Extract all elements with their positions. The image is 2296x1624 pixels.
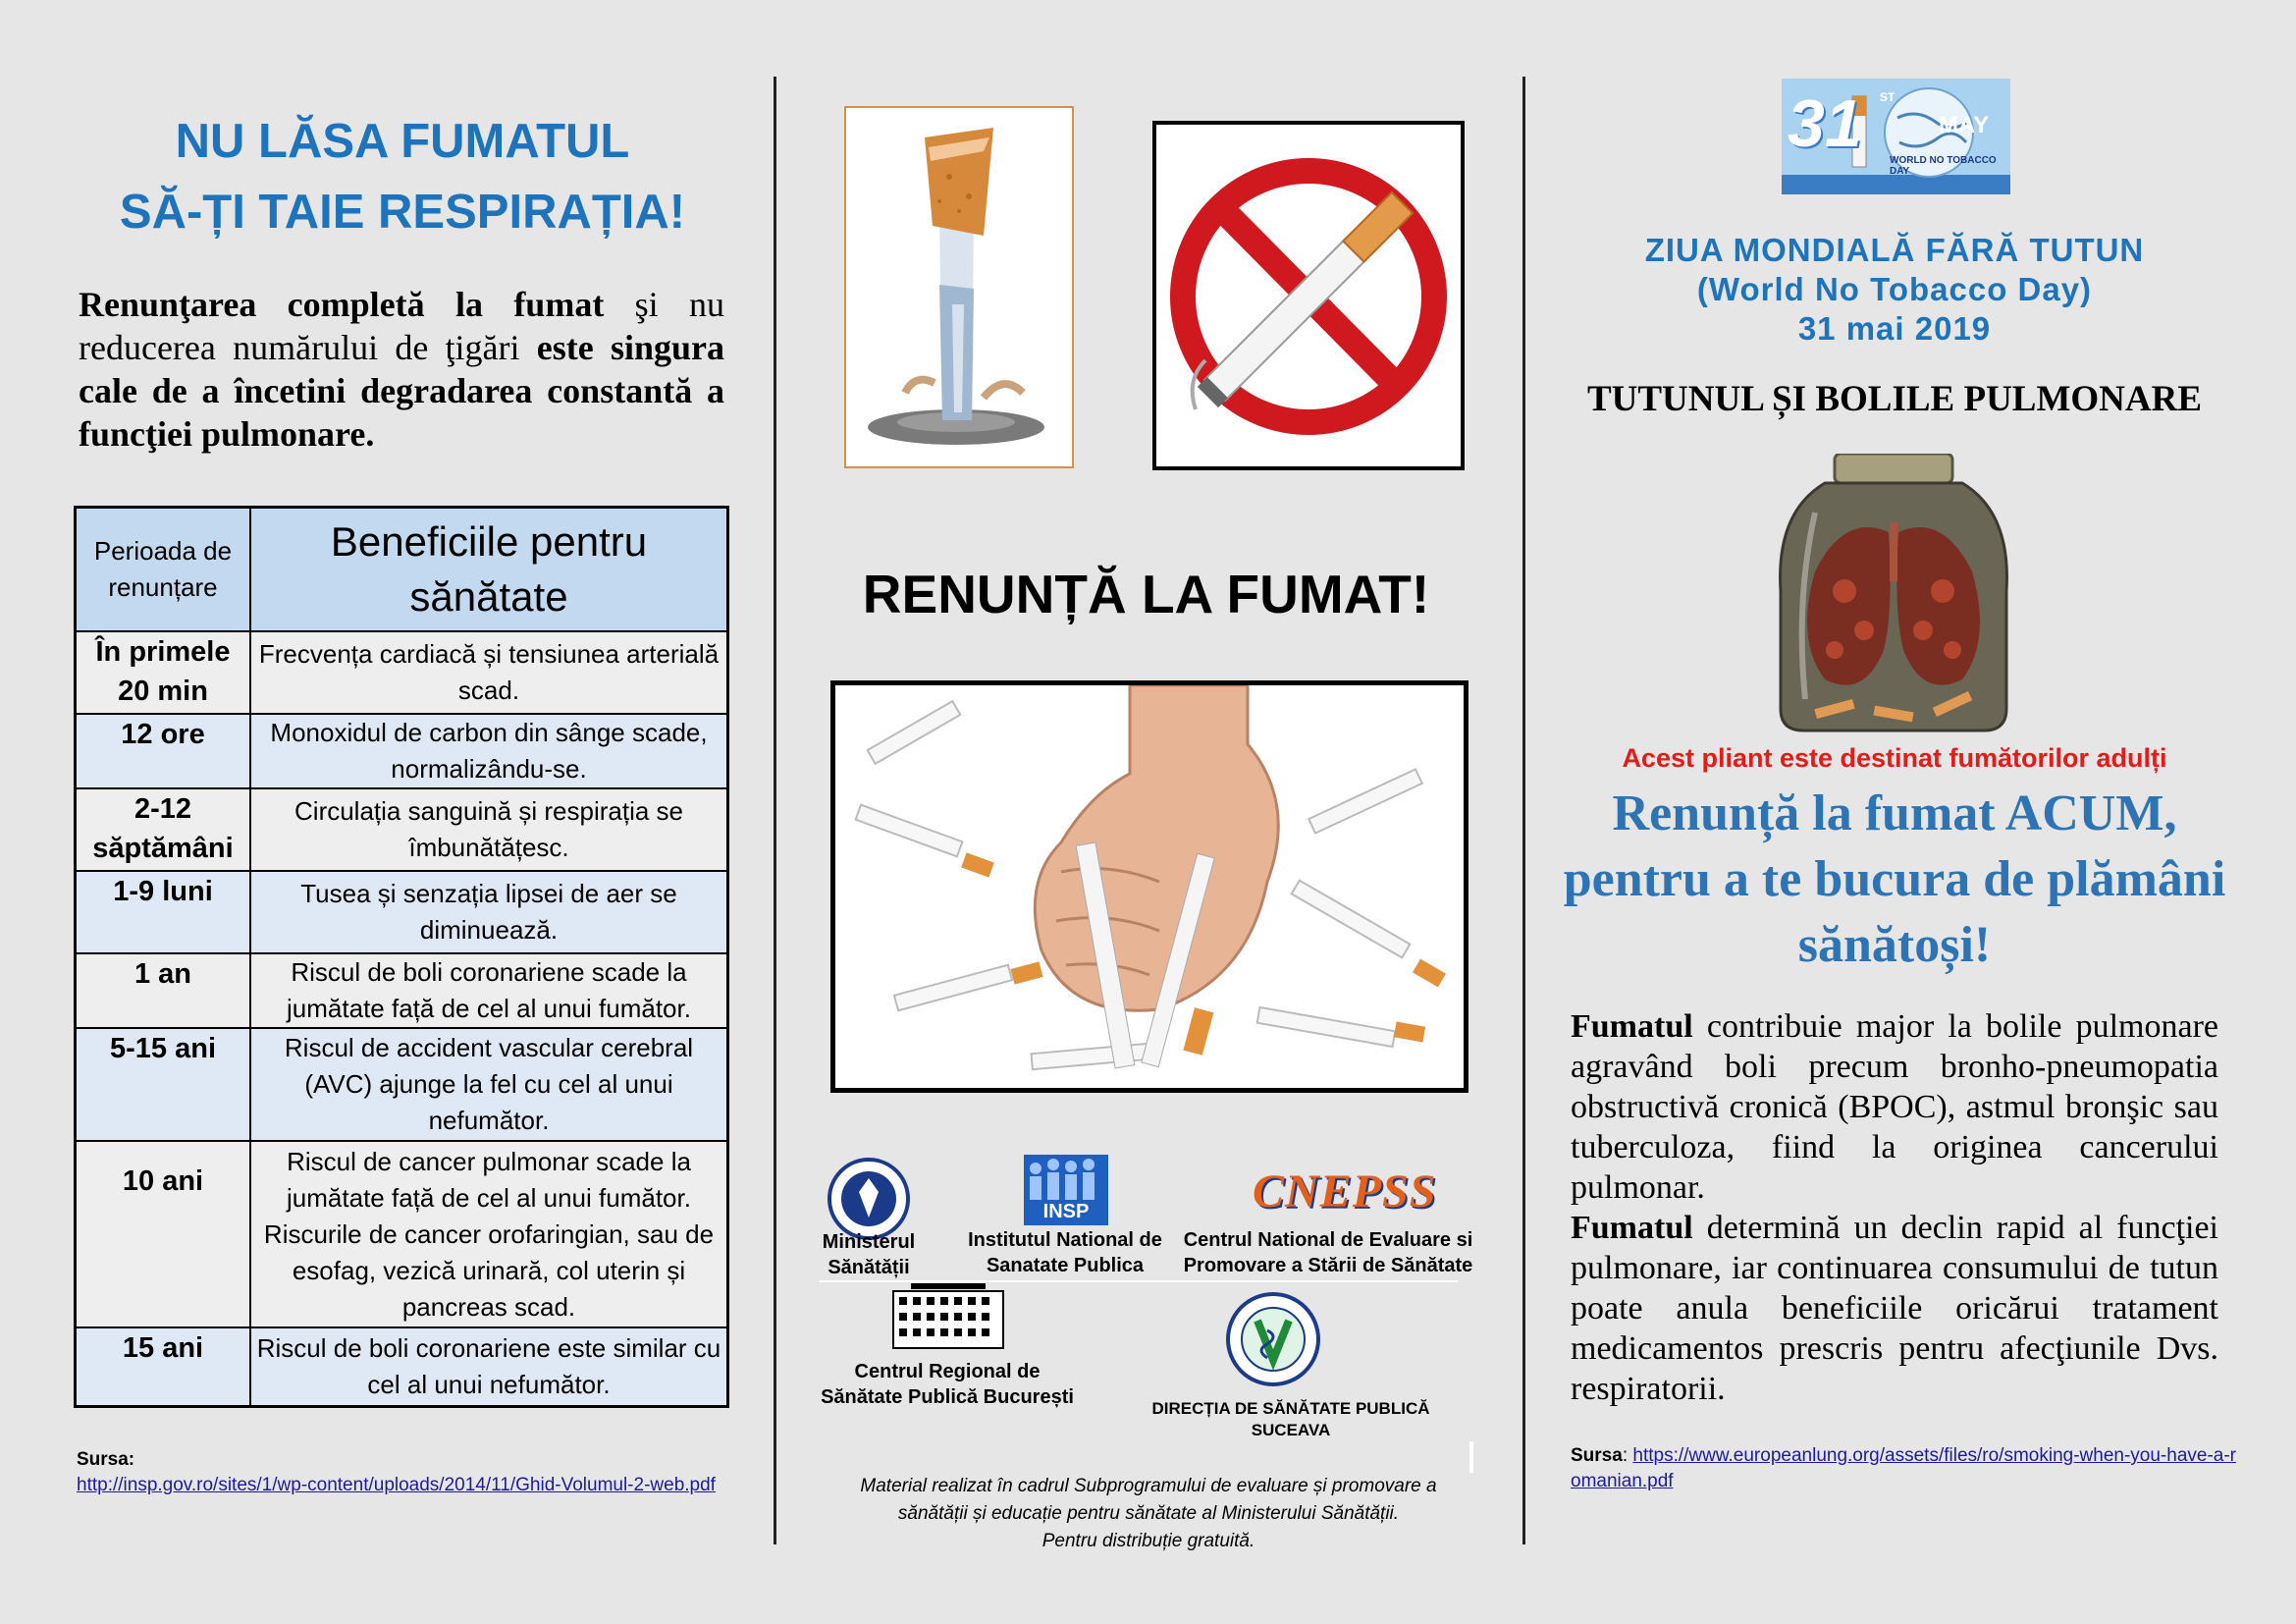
table-row [76, 1327, 728, 1406]
tiny-mark [1469, 1441, 1473, 1473]
insp-logo-text: INSP [1042, 1201, 1090, 1222]
cnepss-logo-text: CNEPSS [1253, 1165, 1437, 1218]
dsp-logo [1223, 1291, 1323, 1387]
middle-footer [815, 1473, 1482, 1555]
no-smoking-icon [1156, 125, 1461, 466]
world-day-heading [1561, 231, 2228, 349]
right-subtitle: TUTUNUL ȘI BOLILE PULMONARE [1586, 379, 2203, 419]
insp-caption: Institutul National de Sanatate Publica [968, 1229, 1162, 1276]
paragraph-1 [1571, 1006, 2218, 1208]
row-benefit: Riscul de boli coronariene scade la jumătate față de cel al unui fumător. [250, 953, 728, 1028]
world-no-tobacco-day-badge [1782, 79, 2010, 194]
cnepss-caption: Centrul National de Evaluare si Promovare a Stării de Sănătate [1183, 1229, 1473, 1276]
divider-left [774, 77, 776, 1544]
right-body [1571, 1006, 2218, 1409]
table-row [76, 788, 728, 871]
row-benefit: Circulația sanguină și respirația se îmbunătățesc. [250, 788, 728, 871]
row-period: 12 ore [76, 714, 251, 788]
building-icon [891, 1281, 1005, 1350]
intro-text-1: şi nu reducerea numărului de ţigări [79, 285, 725, 367]
footer-line2: sănătății și educație pentru sănătate al Ministerului Sănătății. [897, 1503, 1400, 1524]
benefits-table [74, 506, 729, 1408]
left-title-line2: SĂ-ȚI TAIE RESPIRAȚIA! [119, 186, 686, 239]
left-source [77, 1447, 744, 1498]
slogan: Renunță la fumat ACUM, pentru a te bucura de plămâni sănătoși! [1563, 785, 2226, 973]
footer-line3: Pentru distribuție gratuită. [1041, 1531, 1255, 1551]
badge-caption: WORLD NO TOBACCO DAY [1890, 155, 1997, 177]
row-benefit: Riscul de cancer pulmonar scade la jumătate față de cel al unui fumător. Riscurile de cancer orofaringian, sau de esofag, vezică urinară, col uterin și pancreas scad. [250, 1141, 728, 1327]
table-row [76, 1028, 728, 1141]
left-title-line1: NU LĂSA FUMATUL [175, 115, 630, 168]
dsp-caption: DIRECȚIA DE SĂNĂTATE PUBLICĂ SUCEAVA [1151, 1399, 1430, 1439]
regional-caption: Centrul Regional de Sănătate Publică București [821, 1361, 1074, 1408]
audience-note: Acest pliant este destinat fumătorilor adulți [1622, 743, 2167, 773]
cigarette-butt-image [844, 106, 1074, 468]
middle-title: RENUNȚĂ LA FUMAT! [862, 564, 1430, 624]
badge-st: ST [1880, 90, 1896, 104]
row-period: 1-9 luni [76, 871, 251, 953]
right-source-colon: : [1622, 1445, 1633, 1466]
row-period: 10 ani [76, 1141, 251, 1327]
lungs-in-jar-icon [1756, 454, 2031, 738]
row-benefit: Frecvența cardiacă și tensiunea arterială scad. [250, 631, 728, 714]
badge-month: MAY [1939, 112, 1990, 138]
row-period: 15 ani [76, 1327, 251, 1406]
left-source-link[interactable]: http://insp.gov.ro/sites/1/wp-content/uploads/2014/11/Ghid-Volumul-2-web.pdf [77, 1475, 716, 1495]
p2-text: determină un declin rapid al funcţiei pulmonare, iar continuarea consumului de tutun poate anula beneficiile oricărui tratament medicamentos prescris pentru afecţiunile Dvs. respiratorii. [1571, 1210, 2218, 1407]
row-period: 2-12 săptămâni [76, 788, 251, 871]
row-period: 5-15 ani [76, 1028, 251, 1141]
right-source-label: Sursa [1571, 1445, 1623, 1466]
dsp-suceava-seal-icon [1223, 1291, 1323, 1387]
fist-crushing-cigarettes-icon [835, 685, 1464, 1088]
left-title [79, 106, 726, 247]
row-benefit: Monoxidul de carbon din sânge scade, normalizându-se. [250, 714, 728, 788]
insp-logo [1024, 1155, 1108, 1225]
cnepss-logo [1253, 1161, 1437, 1223]
col-header-period: Perioada de renunțare [76, 508, 251, 632]
day-line1: ZIUA MONDIALĂ FĂRĂ TUTUN [1644, 232, 2145, 268]
left-source-label: Sursa: [77, 1449, 135, 1470]
intro-bold-1: Renunţarea completă la fumat [79, 285, 605, 324]
row-benefit: Riscul de boli coronariene este similar cu cel al unui nefumător. [250, 1327, 728, 1406]
fist-cigarettes-image [830, 680, 1468, 1093]
divider-right [1522, 77, 1525, 1544]
p1-text: contribuie major la bolile pulmonare agravând boli precum bronho-pneumopatia obstructivă cronică (BPOC), astmul bronşic sau tuberculoza, fiind la originea cancerului pulmonar. [1571, 1008, 2218, 1206]
table-row [76, 631, 728, 714]
no-smoking-image [1152, 121, 1465, 470]
row-benefit: Tusea și senzația lipsei de aer se diminuează. [250, 871, 728, 953]
p2-bold: Fumatul [1571, 1210, 1693, 1246]
table-row [76, 871, 728, 953]
regional-logo [891, 1281, 1005, 1350]
table-row [76, 714, 728, 788]
table-row [76, 1141, 728, 1327]
row-benefit: Riscul de accident vascular cerebral (AVC) ajunge la fel cu cel al unui nefumător. [250, 1028, 728, 1141]
col-header-benefits: Beneficiile pentru sănătate [250, 508, 728, 632]
p1-bold: Fumatul [1571, 1008, 1693, 1045]
right-source-link[interactable]: https://www.europeanlung.org/assets/files/ro/smoking-when-you-have-a-romanian.pdf [1571, 1445, 2236, 1491]
lungs-jar-image [1756, 454, 2031, 738]
ministry-caption: Ministerul Sănătății [822, 1231, 916, 1278]
day-line2: (World No Tobacco Day) [1696, 271, 2093, 307]
right-source [1571, 1443, 2238, 1494]
table-row [76, 953, 728, 1028]
footer-line1: Material realizat în cadrul Subprogramului de evaluare și promovare a [860, 1476, 1437, 1496]
row-period: 1 an [76, 953, 251, 1028]
day-line3: 31 mai 2019 [1797, 310, 1992, 347]
intro-bold-2: este singura cale de a încetini degradarea constantă a funcţiei pulmonare. [79, 328, 724, 454]
badge-day: 31 [1788, 86, 1862, 161]
cigarette-butt-icon [846, 108, 1072, 466]
left-intro [79, 283, 724, 456]
row-period: În primele 20 min [76, 631, 251, 714]
paragraph-2 [1571, 1208, 2218, 1409]
